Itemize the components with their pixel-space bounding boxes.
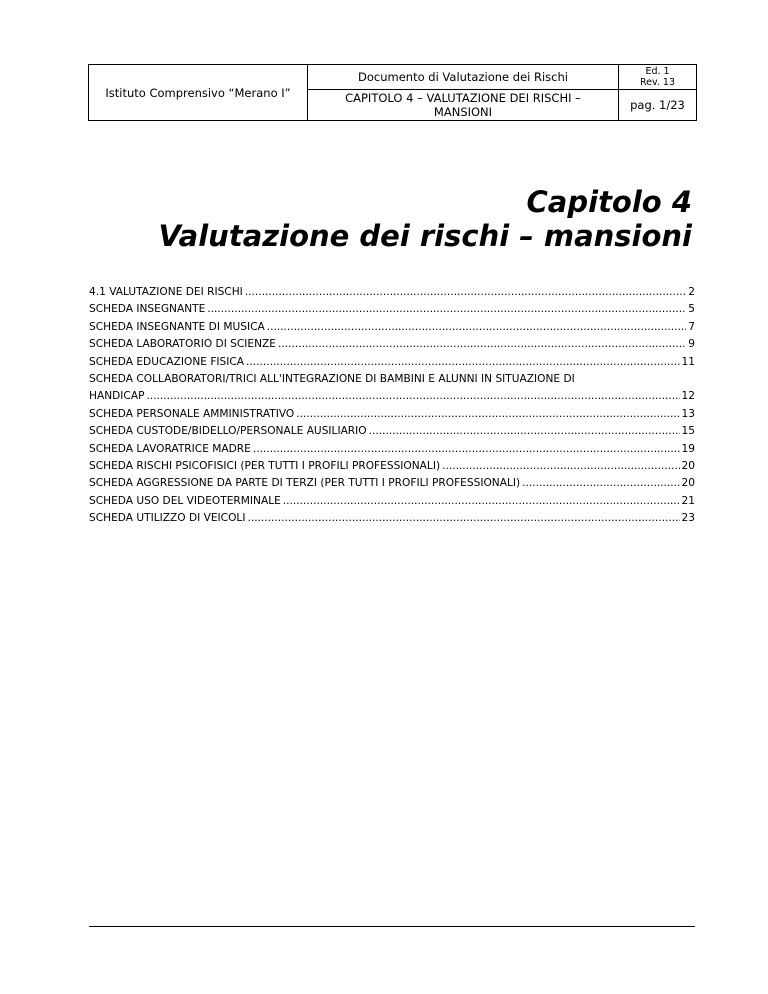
document-header-table [88, 64, 697, 121]
toc-entry-page: 11 [681, 355, 695, 368]
toc-entry-page: 23 [681, 512, 695, 525]
toc-leader [247, 510, 679, 527]
revision: Rev. 13 [639, 76, 676, 88]
toc-entry[interactable] [89, 458, 695, 475]
toc-entry-page: 20 [681, 477, 695, 490]
toc-entry-text: SCHEDA CUSTODE/BIDELLO/PERSONALE AUSILIARIO [89, 425, 367, 438]
toc-entry[interactable] [89, 301, 695, 318]
chapter-heading-line1: Capitolo 4 [526, 185, 692, 219]
toc-entry[interactable] [89, 475, 695, 492]
toc-entry-text: SCHEDA AGGRESSIONE DA PARTE DI TERZI (PER TUTTI I PROFILI PROFESSIONALI) [89, 477, 521, 490]
toc-leader [278, 336, 686, 353]
toc-leader [253, 441, 680, 458]
toc-entry[interactable] [89, 441, 695, 458]
toc-leader [369, 423, 680, 440]
toc-leader [146, 388, 679, 405]
toc-leader [283, 493, 680, 510]
toc-entry-text: SCHEDA INSEGNANTE [89, 303, 206, 316]
toc-entry-wrapped[interactable] [89, 371, 695, 406]
toc-entry[interactable] [89, 406, 695, 423]
toc-leader [207, 301, 686, 318]
toc-entry-page: 21 [681, 494, 695, 507]
toc-entry-page: 12 [681, 390, 695, 403]
toc-entry[interactable] [89, 336, 695, 353]
toc-entry[interactable] [89, 510, 695, 527]
toc-entry-text: SCHEDA PERSONALE AMMINISTRATIVO [89, 407, 295, 420]
chapter-title-line1: CAPITOLO 4 – VALUTAZIONE DEI RISCHI – [345, 90, 581, 105]
toc-entry[interactable] [89, 319, 695, 336]
page-number: pag. 1/23 [619, 89, 697, 120]
chapter-title [308, 89, 619, 120]
toc-entry-text: SCHEDA LABORATORIO DI SCIENZE [89, 338, 276, 351]
toc-entry-page: 15 [681, 425, 695, 438]
toc-entry-page: 2 [688, 286, 695, 298]
toc-entry-page: 13 [681, 407, 695, 420]
table-of-contents [89, 284, 695, 528]
toc-entry-text: SCHEDA EDUCAZIONE FISICA [89, 355, 245, 368]
toc-leader [442, 458, 679, 475]
chapter-title-line2: MANSIONI [433, 104, 493, 119]
toc-entry-text: SCHEDA USO DEL VIDEOTERMINALE [89, 494, 281, 507]
toc-entry-text-line1: SCHEDA COLLABORATORI/TRICI ALL'INTEGRAZIONE DI BAMBINI E ALUNNI IN SITUAZIONE DI [89, 373, 575, 386]
institute-name: Istituto Comprensivo “Merano I” [89, 65, 308, 121]
toc-leader [522, 475, 679, 492]
toc-entry[interactable] [89, 423, 695, 440]
toc-entry-page: 7 [688, 320, 695, 333]
edition-revision [619, 65, 697, 90]
toc-entry-text: SCHEDA RISCHI PSICOFISICI (PER TUTTI I PROFILI PROFESSIONALI) [89, 460, 441, 473]
toc-entry-text: SCHEDA LAVORATRICE MADRE [89, 442, 251, 455]
toc-entry-text: 4.1 VALUTAZIONE DEI RISCHI [89, 286, 243, 298]
toc-entry[interactable] [89, 354, 695, 371]
toc-entry-text: SCHEDA INSEGNANTE DI MUSICA [89, 320, 265, 333]
toc-entry-text: SCHEDA UTILIZZO DI VEICOLI [89, 512, 246, 525]
toc-entry[interactable] [89, 284, 695, 301]
toc-entry-page: 5 [688, 303, 695, 316]
footer-divider [89, 926, 695, 927]
edition: Ed. 1 [645, 65, 670, 77]
toc-entry-page: 9 [688, 338, 695, 351]
toc-entry-page: 19 [681, 442, 695, 455]
toc-leader [246, 354, 679, 371]
toc-leader [296, 406, 679, 423]
toc-entry[interactable] [89, 493, 695, 510]
document-title: Documento di Valutazione dei Rischi [308, 65, 619, 90]
toc-entry-text-line2: HANDICAP [89, 390, 145, 403]
toc-leader [267, 319, 687, 336]
chapter-heading-line2: Valutazione dei rischi – mansioni [158, 219, 692, 253]
toc-entry-page: 20 [681, 460, 695, 473]
toc-leader [245, 284, 686, 301]
chapter-heading [158, 185, 692, 253]
